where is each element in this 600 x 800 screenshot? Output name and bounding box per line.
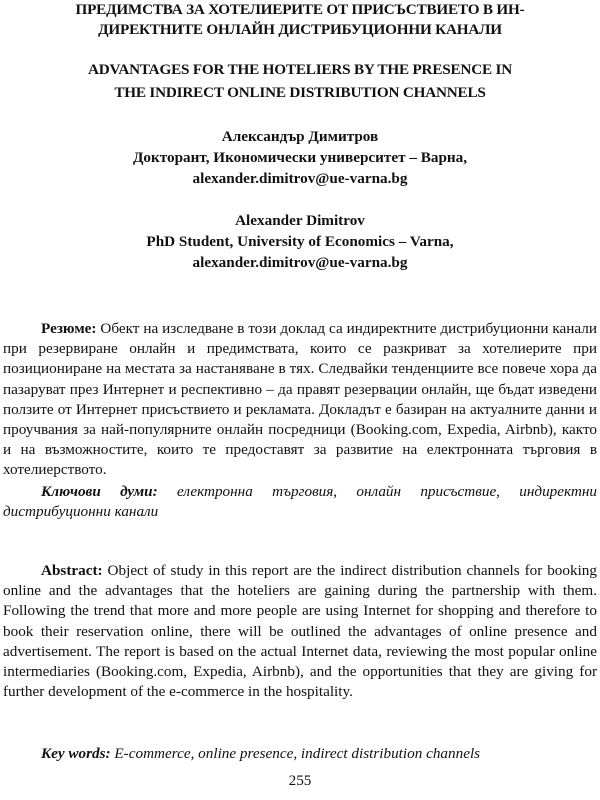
keywords-en-text: E-commerce, online presence, indirect distribution channels (114, 745, 481, 762)
title-en-line-2: THE INDIRECT ONLINE DISTRIBUTION CHANNELS (114, 84, 486, 101)
abstract-bg-label: Резюме: (41, 320, 97, 337)
author-bg-email: alexander.dimitrov@ue-varna.bg (192, 170, 408, 187)
keywords-bg-label: Ключови думи: (41, 483, 158, 500)
keywords-en-paragraph (3, 744, 597, 764)
author-en-affiliation: PhD Student, University of Economics – Varna, (146, 233, 454, 250)
page-number: 255 (288, 772, 312, 789)
abstract-bg-paragraph (3, 319, 597, 481)
author-en-name: Alexander Dimitrov (235, 212, 365, 229)
keywords-bg-paragraph (3, 482, 597, 522)
author-bg-name: Александър Димитров (221, 128, 379, 145)
title-en-line-1: ADVANTAGES FOR THE HOTELIERS BY THE PRESENCE IN (88, 61, 512, 78)
abstract-en-text: Object of study in this report are the indirect distribution channels for booking online and the advantages that the hoteliers are gaining during the partnership with them. Following the trend that more and more people are using Internet for shopping and therefore to book their reservation online, there will be outlined the advantages of online presence and advertisement. The report is based on the actual Internet data, reviewing the most popular online intermediaries (Booking.com, Expedia, Airbnb), and the opportunities that they are giving for further development of the e-commerce in the hospitality. (3, 562, 597, 701)
author-bg-affiliation: Докторант, Икономически университет – Варна, (132, 149, 468, 166)
keywords-en-label: Key words: (41, 745, 111, 762)
author-en-email: alexander.dimitrov@ue-varna.bg (192, 254, 408, 271)
keywords-bg-text: електронна търговия, онлайн присъствие, индиректни дистрибуционни канали (3, 483, 598, 521)
abstract-bg-text: Обект на изследване в този доклад са индиректните дистрибуционни канали при резервиране онлайн и предимствата, които се разкриват за хотелиерите при позициониране на местата за настаняване в тях. Следвайки тенденциите все повече хора да пазаруват през Интернет и респективно – да правят резервации онлайн, ще бъдат изведени ползите от Интернет присъствието и рекламата. Докладът е базиран на актуалните данни и проучвания за най-популярните онлайн посредници (Booking.com, Expedia, Airbnb), както и на възможностите, които те предоставят за развитие на електронната търговия в хотелиерството. (3, 320, 597, 479)
abstract-en-label: Abstract: (41, 562, 103, 579)
title-bg-line-2: ДИРЕКТНИТЕ ОНЛАЙН ДИСТРИБУЦИОННИ КАНАЛИ (98, 21, 502, 38)
title-bg-line-1: ПРЕДИМСТВА ЗА ХОТЕЛИЕРИТЕ ОТ ПРИСЪСТВИЕТО В ИН- (75, 1, 525, 18)
abstract-en-paragraph (3, 561, 597, 702)
